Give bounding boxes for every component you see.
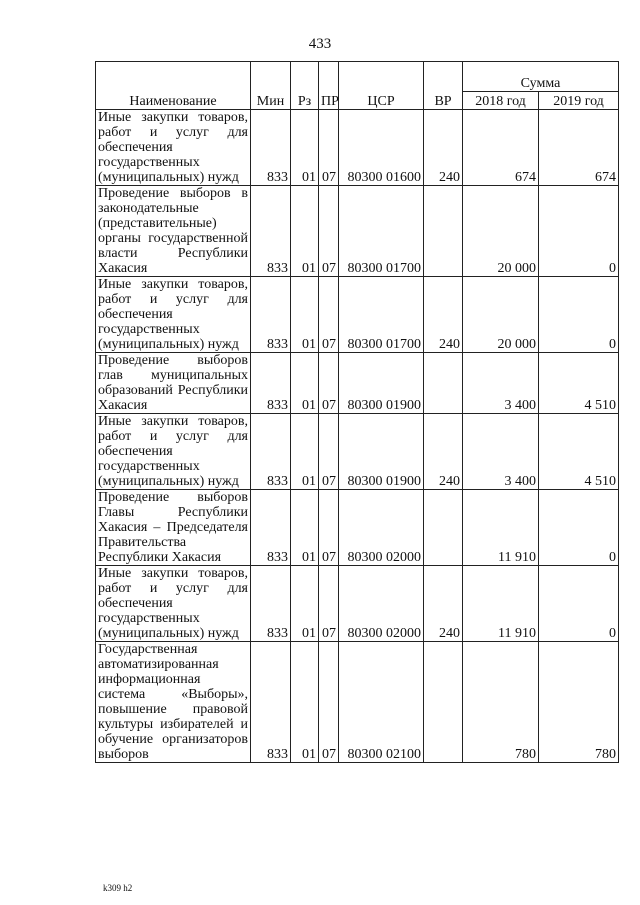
row-rz: 01 <box>291 642 319 763</box>
budget-table <box>95 61 619 763</box>
table-row <box>96 110 619 186</box>
row-name: Проведение выборов глав муниципальных образований Республики Хакасия <box>96 353 251 414</box>
row-csr: 80300 02000 <box>339 566 424 642</box>
row-min: 833 <box>251 186 291 277</box>
row-vr: 240 <box>424 110 463 186</box>
row-min: 833 <box>251 566 291 642</box>
header-sum: Сумма <box>463 62 619 92</box>
row-name: Проведение выборов Главы Республики Хакасия – Председателя Правительства Республики Хакасия <box>96 490 251 566</box>
header-csr: ЦСР <box>339 62 424 110</box>
header-vr: ВР <box>424 62 463 110</box>
row-rz: 01 <box>291 566 319 642</box>
row-csr: 80300 01900 <box>339 414 424 490</box>
row-rz: 01 <box>291 490 319 566</box>
row-min: 833 <box>251 353 291 414</box>
table-row <box>96 490 619 566</box>
row-rz: 01 <box>291 186 319 277</box>
row-sum-2018: 11 910 <box>463 566 539 642</box>
row-pr: 07 <box>319 353 339 414</box>
header-min: Мин <box>251 62 291 110</box>
header-year-2018: 2018 год <box>463 92 539 110</box>
row-name: Иные закупки товаров, работ и услуг для обеспечения государственных (муниципальных) нужд <box>96 110 251 186</box>
row-min: 833 <box>251 414 291 490</box>
page-number: 433 <box>308 36 332 52</box>
row-csr: 80300 01600 <box>339 110 424 186</box>
row-rz: 01 <box>291 110 319 186</box>
row-sum-2019: 780 <box>539 642 619 763</box>
row-vr: 240 <box>424 566 463 642</box>
header-name: Наименование <box>96 62 251 110</box>
row-vr <box>424 353 463 414</box>
row-rz: 01 <box>291 353 319 414</box>
row-min: 833 <box>251 110 291 186</box>
row-vr: 240 <box>424 277 463 353</box>
row-pr: 07 <box>319 642 339 763</box>
row-sum-2019: 0 <box>539 186 619 277</box>
footer-code: k309 h2 <box>103 883 133 893</box>
row-rz: 01 <box>291 414 319 490</box>
table-row <box>96 566 619 642</box>
row-pr: 07 <box>319 414 339 490</box>
row-sum-2018: 20 000 <box>463 277 539 353</box>
row-sum-2019: 4 510 <box>539 353 619 414</box>
header-year-2019: 2019 год <box>539 92 619 110</box>
row-csr: 80300 02100 <box>339 642 424 763</box>
header-rz: Рз <box>291 62 319 110</box>
row-sum-2018: 20 000 <box>463 186 539 277</box>
row-pr: 07 <box>319 110 339 186</box>
row-name: Иные закупки товаров, работ и услуг для обеспечения государственных (муниципальных) нужд <box>96 277 251 353</box>
row-name: Государственная автоматизированная информационная система «Выборы», повышение правовой культуры избирателей и обучение организаторов выборов <box>96 642 251 763</box>
table-row <box>96 277 619 353</box>
row-csr: 80300 02000 <box>339 490 424 566</box>
row-min: 833 <box>251 642 291 763</box>
row-csr: 80300 01900 <box>339 353 424 414</box>
row-name: Иные закупки товаров, работ и услуг для обеспечения государственных (муниципальных) нужд <box>96 414 251 490</box>
row-sum-2018: 780 <box>463 642 539 763</box>
row-min: 833 <box>251 277 291 353</box>
table-row <box>96 414 619 490</box>
row-sum-2018: 3 400 <box>463 414 539 490</box>
table-row <box>96 353 619 414</box>
row-sum-2018: 674 <box>463 110 539 186</box>
row-rz: 01 <box>291 277 319 353</box>
row-sum-2018: 11 910 <box>463 490 539 566</box>
row-csr: 80300 01700 <box>339 277 424 353</box>
row-pr: 07 <box>319 277 339 353</box>
row-sum-2019: 674 <box>539 110 619 186</box>
row-vr <box>424 490 463 566</box>
row-pr: 07 <box>319 186 339 277</box>
row-sum-2018: 3 400 <box>463 353 539 414</box>
table-row <box>96 642 619 763</box>
row-pr: 07 <box>319 566 339 642</box>
row-sum-2019: 0 <box>539 490 619 566</box>
row-name: Иные закупки товаров, работ и услуг для обеспечения государственных (муниципальных) нужд <box>96 566 251 642</box>
header-pr: ПР <box>319 62 339 110</box>
row-name: Проведение выборов в законодательные (представительные) органы государственной власти Республики Хакасия <box>96 186 251 277</box>
row-vr <box>424 642 463 763</box>
row-sum-2019: 0 <box>539 566 619 642</box>
row-sum-2019: 4 510 <box>539 414 619 490</box>
row-vr: 240 <box>424 414 463 490</box>
row-min: 833 <box>251 490 291 566</box>
row-pr: 07 <box>319 490 339 566</box>
table-row <box>96 186 619 277</box>
row-sum-2019: 0 <box>539 277 619 353</box>
row-csr: 80300 01700 <box>339 186 424 277</box>
row-vr <box>424 186 463 277</box>
